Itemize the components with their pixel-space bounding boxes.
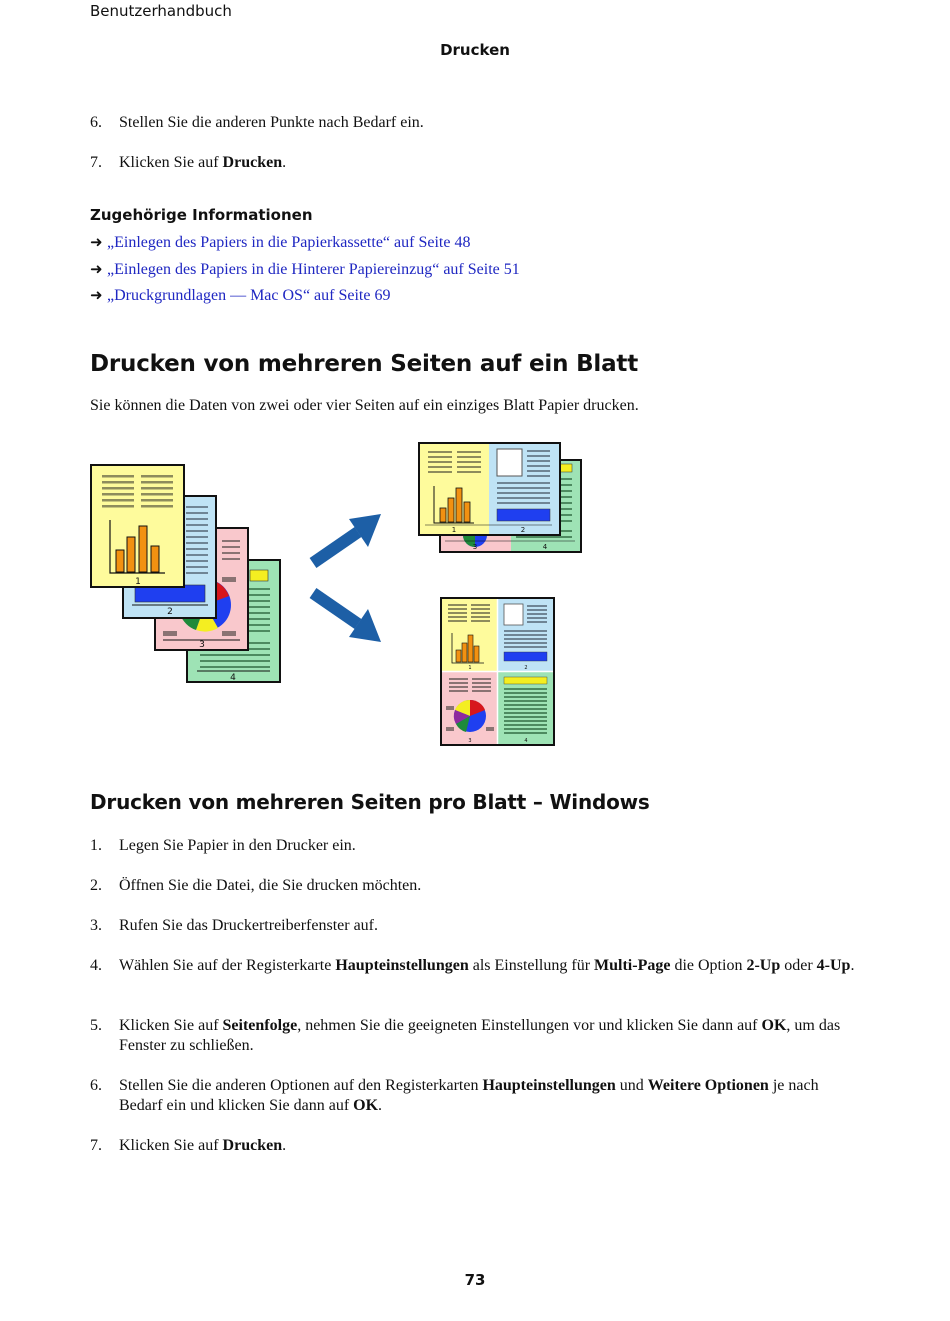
step-number: 2. (90, 877, 102, 894)
four-up-sheet (441, 598, 554, 745)
arrow-right-icon: ➜ (90, 288, 103, 304)
step-text: Öffnen Sie die Datei, die Sie drucken möchten. (119, 877, 422, 894)
step-text: Klicken Sie auf Seitenfolge, nehmen Sie die geeigneten Einstellungen vor und klicken Sie dann auf OK, um das Fenster zu schließen. (119, 1017, 841, 1054)
related-link-papiereinzug[interactable]: „Einlegen des Papiers in die Hinterer Papiereinzug“ auf Seite 51 (107, 261, 520, 278)
four-up-label-4: 4 (524, 738, 528, 744)
two-up-label-3: 3 (472, 543, 478, 551)
step-number: 7. (90, 154, 102, 171)
windows-step-6 (90, 1076, 855, 1116)
chapter-title: Drucken (440, 41, 510, 59)
arrow-right-icon: ➜ (90, 235, 103, 251)
arrow-down-right-icon (313, 593, 381, 642)
windows-step-5 (90, 1016, 855, 1056)
windows-step-4 (90, 956, 855, 976)
step-text: Klicken Sie auf Drucken. (119, 1137, 287, 1154)
windows-section-title: Drucken von mehreren Seiten pro Blatt – Windows (90, 790, 650, 814)
step-text: Rufen Sie das Druckertreiberfenster auf. (119, 917, 378, 934)
page-label-2: 2 (167, 607, 173, 617)
four-up-label-3: 3 (468, 738, 472, 744)
related-link-druckgrundlagen[interactable]: „Druckgrundlagen — Mac OS“ auf Seite 69 (107, 287, 391, 304)
step-text: Stellen Sie die anderen Punkte nach Bedarf ein. (119, 114, 424, 131)
section-intro: Sie können die Daten von zwei oder vier Seiten auf ein einziges Blatt Papier drucken. (90, 397, 639, 414)
step-number: 6. (90, 1077, 102, 1094)
step-number: 3. (90, 917, 102, 934)
windows-step-1 (90, 836, 855, 856)
two-up-label-1: 1 (451, 526, 457, 534)
step-text: Stellen Sie die anderen Optionen auf den Registerkarten Haupteinstellungen und Weitere Optionen je nach Bedarf ein und klicken Sie dann auf OK. (119, 1077, 819, 1114)
related-info-heading: Zugehörige Informationen (90, 206, 313, 224)
manual-title: Benutzerhandbuch (90, 2, 232, 20)
page-1-thumbnail (91, 465, 184, 587)
arrow-right-icon: ➜ (90, 262, 103, 278)
windows-step-7 (90, 1136, 855, 1156)
step-text: Wählen Sie auf der Registerkarte Haupteinstellungen als Einstellung für Multi-Page die Option 2-Up oder 4-Up. (119, 957, 855, 974)
two-up-label-2: 2 (520, 526, 526, 534)
four-up-label-1: 1 (468, 665, 472, 671)
step-number: 6. (90, 114, 102, 131)
page-label-3: 3 (199, 640, 205, 650)
related-link-papierkassette[interactable]: „Einlegen des Papiers in die Papierkassette“ auf Seite 48 (107, 234, 471, 251)
arrow-up-right-icon (313, 514, 381, 563)
page-label-4: 4 (230, 673, 236, 683)
windows-step-2 (90, 876, 855, 896)
step-number: 7. (90, 1137, 102, 1154)
four-up-label-2: 2 (524, 665, 528, 671)
two-up-label-4: 4 (542, 543, 548, 551)
two-up-front-sheet (419, 443, 560, 535)
step-text: Klicken Sie auf Drucken. (119, 154, 287, 171)
step-text: Legen Sie Papier in den Drucker ein. (119, 837, 356, 854)
step-number: 4. (90, 957, 102, 974)
page-number: 73 (464, 1271, 486, 1289)
windows-step-3 (90, 916, 855, 936)
step-number: 1. (90, 837, 102, 854)
step-number: 5. (90, 1017, 102, 1034)
section-title: Drucken von mehreren Seiten auf ein Blatt (90, 351, 639, 377)
page-label-1: 1 (135, 577, 141, 587)
